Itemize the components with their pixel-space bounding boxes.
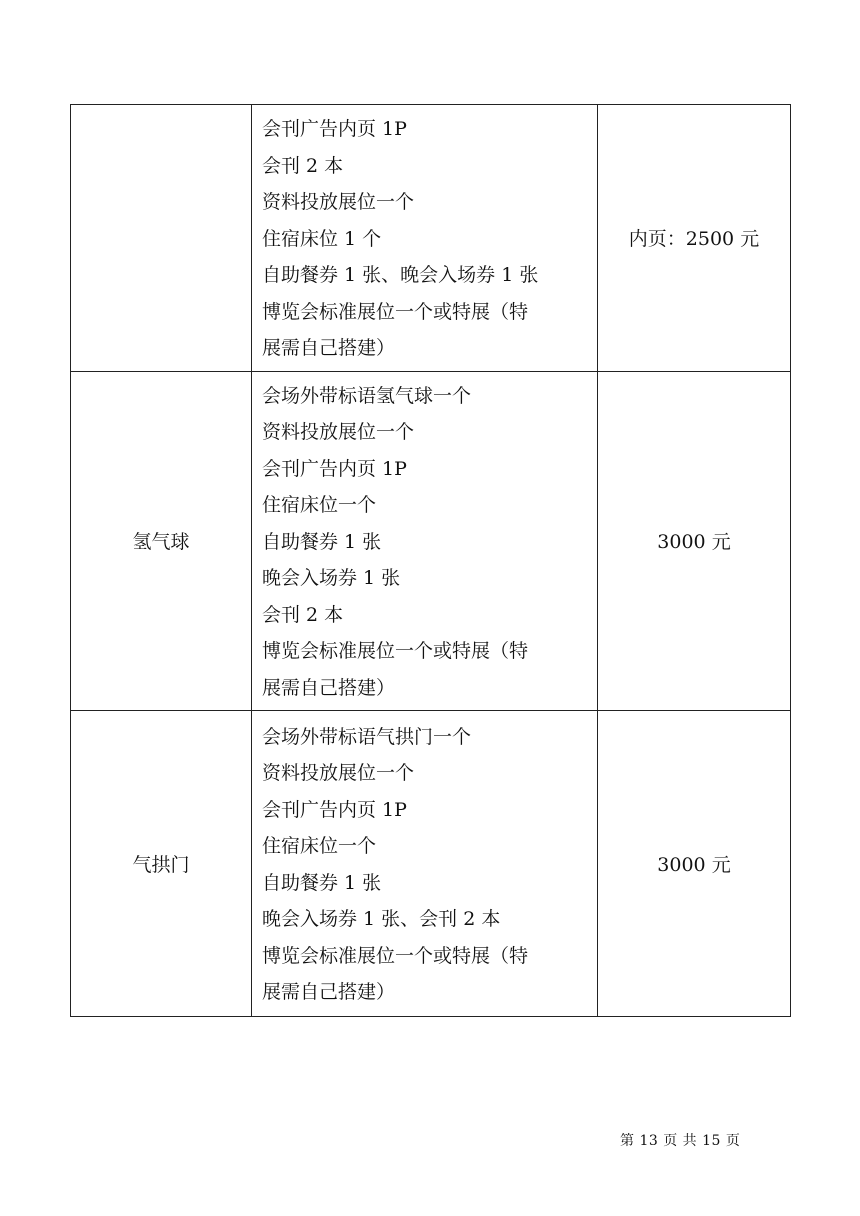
- package-item-line: 会刊 2 本: [262, 154, 344, 177]
- package-item-line: 资料投放展位一个: [262, 191, 415, 213]
- package-price-cell: 3000 元: [598, 371, 791, 711]
- package-name-cell: 气拱门: [71, 711, 252, 1017]
- package-price-cell: 3000 元: [598, 711, 791, 1017]
- package-item-line: 展需自己搭建）: [262, 676, 396, 699]
- package-item-line: 博览会标准展位一个或特展（特: [262, 640, 529, 662]
- package-items-cell: [252, 371, 598, 711]
- package-item-line: 会刊广告内页 1P: [262, 798, 407, 821]
- page-number: 第 13 页 共 15 页: [620, 1133, 741, 1149]
- table-row: [71, 371, 791, 711]
- package-item-line: 会刊广告内页 1P: [262, 457, 407, 480]
- package-item-line: 自助餐券 1 张: [262, 530, 382, 553]
- package-item-line: 会场外带标语氢气球一个: [262, 384, 472, 407]
- package-items-cell: [252, 711, 598, 1017]
- package-item-line: 自助餐券 1 张、晚会入场券 1 张: [262, 264, 539, 286]
- package-item-line: 住宿床位 1 个: [262, 227, 382, 250]
- package-item-line: 会刊 2 本: [262, 603, 344, 626]
- package-item-line: 博览会标准展位一个或特展（特: [262, 944, 529, 967]
- package-item-line: 晚会入场券 1 张: [262, 567, 401, 589]
- package-item-line: 展需自己搭建）: [262, 981, 396, 1003]
- package-name-cell: [71, 105, 252, 372]
- package-item-line: 资料投放展位一个: [262, 762, 415, 784]
- package-item-line: 住宿床位一个: [262, 494, 377, 516]
- package-price-cell: 内页：2500 元: [598, 105, 791, 372]
- table-body: [71, 105, 791, 1017]
- package-item-line: 资料投放展位一个: [262, 421, 415, 443]
- table-row: [71, 711, 791, 1017]
- package-item-line: 住宿床位一个: [262, 835, 377, 857]
- package-items-cell: [252, 105, 598, 372]
- table-row: [71, 105, 791, 372]
- sponsorship-table: [70, 104, 791, 1017]
- package-item-line: 博览会标准展位一个或特展（特: [262, 300, 529, 323]
- package-item-line: 会场外带标语气拱门一个: [262, 725, 472, 748]
- package-item-line: 会刊广告内页 1P: [262, 118, 407, 140]
- package-item-line: 展需自己搭建）: [262, 337, 396, 359]
- package-item-line: 自助餐券 1 张: [262, 871, 382, 894]
- package-name-cell: 氢气球: [71, 371, 252, 711]
- package-item-line: 晚会入场券 1 张、会刊 2 本: [262, 908, 501, 930]
